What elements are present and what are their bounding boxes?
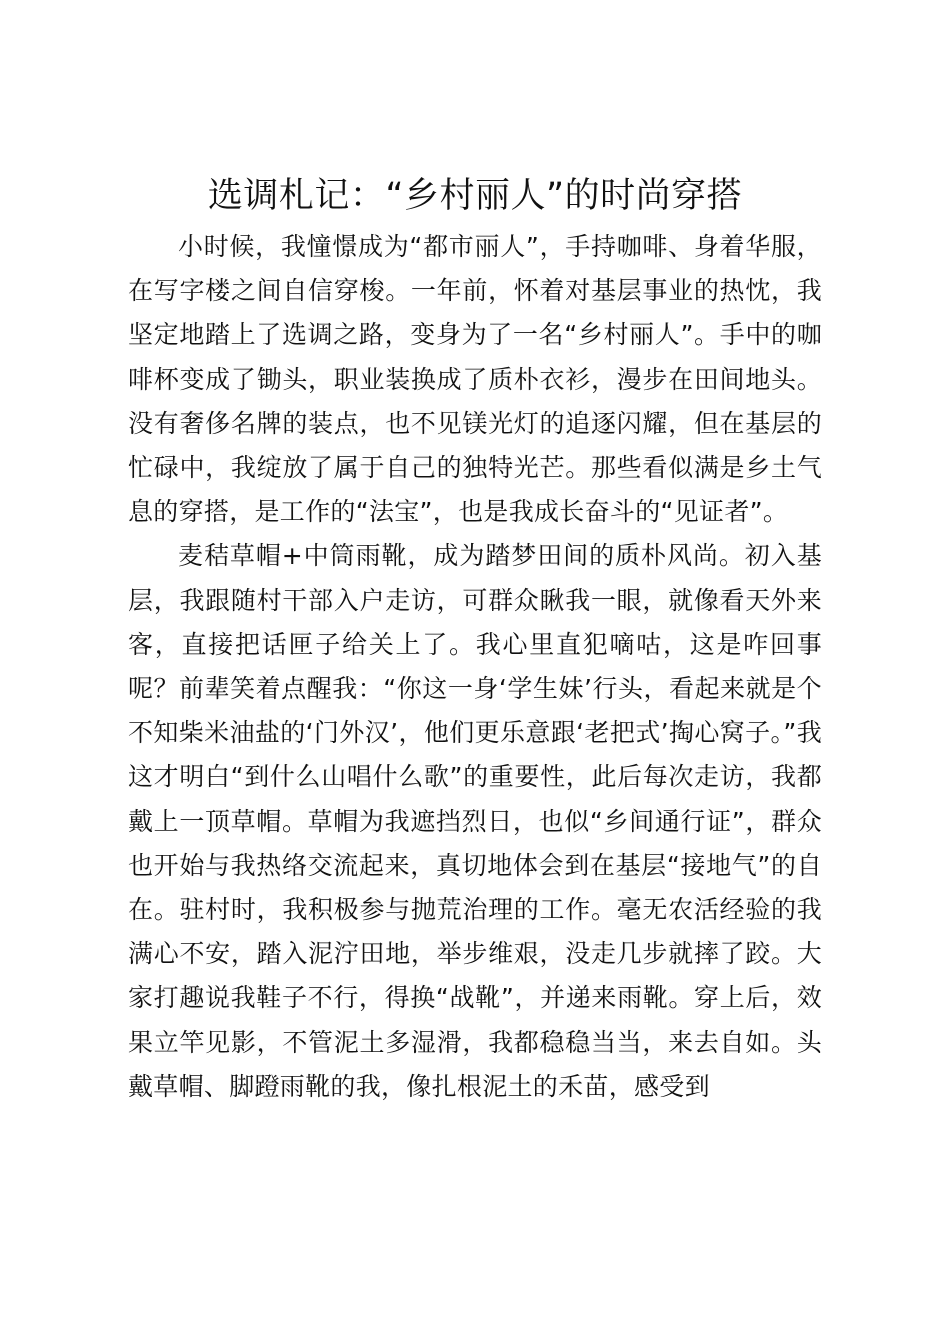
paragraph-1: 小时候，我憧憬成为“都市丽人”，手持咖啡、身着华服，在写字楼之间自信穿梭。一年前，怀着对基层事业的热忱，我坚定地踏上了选调之路，变身为了一名“乡村丽人”。手中的咖啡杯变成了锄头，职业装换成了质朴衣衫，漫步在田间地头。没有奢侈名牌的装点，也不见镁光灯的追逐闪耀，但在基层的忙碌中，我绽放了属于自己的独特光芒。那些看似满是乡土气息的穿搭，是工作的“法宝”，也是我成长奋斗的“见证者”。: [128, 232, 822, 527]
document-body: [128, 225, 822, 1109]
paragraph-2: 麦秸草帽+中筒雨靴，成为踏梦田间的质朴风尚。初入基层，我跟随村干部入户走访，可群众瞅我一眼，就像看天外来客，直接把话匣子给关上了。我心里直犯嘀咕，这是咋回事呢？前辈笑着点醒我：“你这一身‘学生妹’行头，看起来就是个不知柴米油盐的‘门外汉’，他们更乐意跟‘老把式’掏心窝子。”我这才明白“到什么山唱什么歌”的重要性，此后每次走访，我都戴上一顶草帽。草帽为我遮挡烈日，也似“乡间通行证”，群众也开始与我热络交流起来，真切地体会到在基层“接地气”的自在。驻村时，我积极参与抛荒治理的工作。毫无农活经验的我满心不安，踏入泥泞田地，举步维艰，没走几步就摔了跤。大家打趣说我鞋子不行，得换“战靴”，并递来雨靴。穿上后，效果立竿见影，不管泥土多湿滑，我都稳稳当当，来去自如。头戴草帽、脚蹬雨靴的我，像扎根泥土的禾苗，感受到: [128, 541, 822, 1101]
document-title: 选调札记：“乡村丽人”的时尚穿搭: [207, 176, 743, 216]
